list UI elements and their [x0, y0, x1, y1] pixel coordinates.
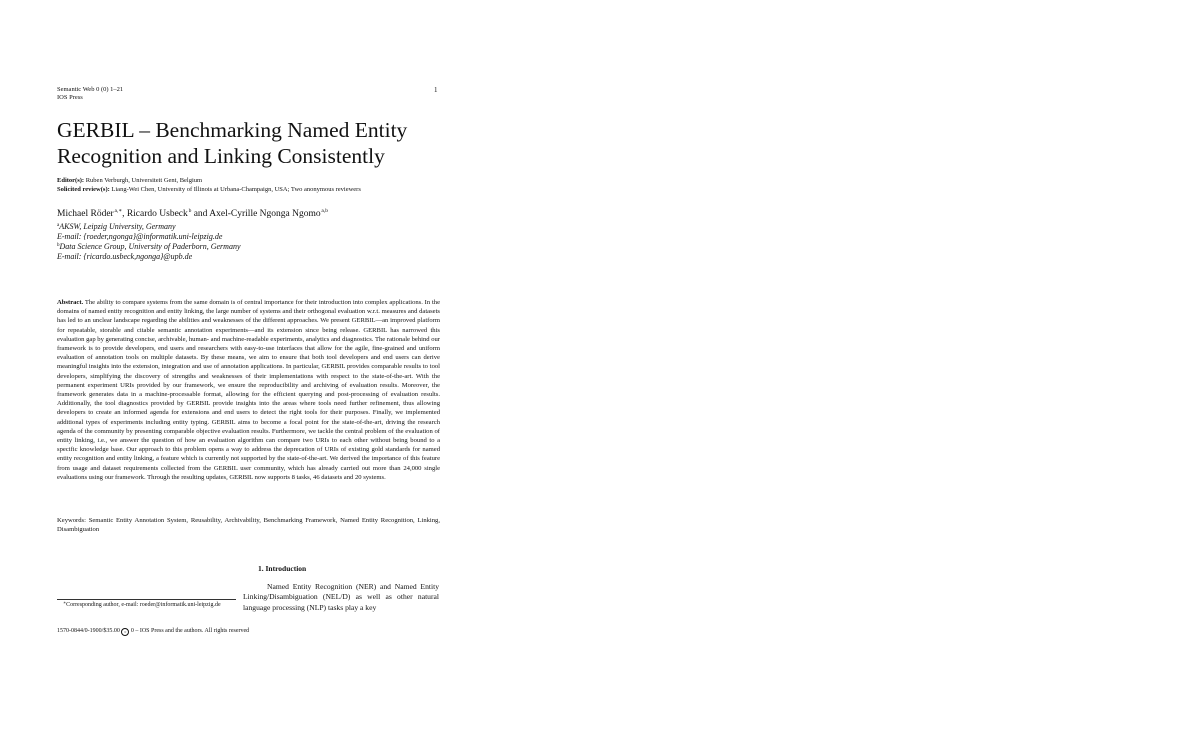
- abstract: [57, 298, 440, 482]
- author-separator-2: and: [191, 209, 210, 219]
- footnote-text: Corresponding author, e-mail: roeder@informatik.uni-leipzig.de: [66, 602, 221, 608]
- footnote-rule: [57, 599, 236, 600]
- copyright-suffix: 0 – IOS Press and the authors. All rights reserved: [129, 628, 250, 634]
- author-1: Michael Röder: [57, 209, 114, 219]
- affiliation-line: [57, 242, 241, 252]
- author-3-affiliation-mark: a,b: [321, 208, 328, 214]
- reviewers-value: Liang-Wei Chen, University of Illinois at Urbana-Champaign, USA; Two anonymous reviewers: [109, 186, 361, 193]
- reviewers-label: Solicited review(s):: [57, 186, 110, 193]
- editors-block: [57, 176, 361, 194]
- author-1-affiliation-mark: a,∗: [114, 208, 123, 214]
- author-2: Ricardo Usbeck: [126, 209, 188, 219]
- affiliation-mark: b: [57, 243, 60, 248]
- keywords: Keywords: Semantic Entity Annotation System, Reusability, Archivability, Benchmarking Framework, Named Entity Recognition, Linking, Disambiguation: [57, 517, 440, 534]
- affiliation-text: Data Science Group, University of Paderborn, Germany: [59, 242, 241, 251]
- publisher-name: IOS Press: [57, 94, 83, 101]
- footnote-mark: ∗: [63, 600, 67, 605]
- introduction-paragraph: Named Entity Recognition (NER) and Named Entity Linking/Disambiguation (NEL/D) as well as other natural language processing (NLP) tasks play a key: [243, 582, 439, 612]
- title-line-2: Recognition and Linking Consistently: [57, 144, 385, 168]
- reviewers-line: [57, 185, 361, 194]
- affiliation-line: [57, 222, 241, 232]
- copyright-icon: c: [121, 628, 129, 636]
- affiliation-email-line: [57, 252, 241, 262]
- affiliations: [57, 222, 241, 262]
- journal-header: [57, 86, 123, 102]
- affiliation-text: AKSW, Leipzig University, Germany: [59, 222, 176, 231]
- footnote: [63, 602, 221, 608]
- author-separator-1: ,: [122, 209, 127, 219]
- page-number: 1: [434, 86, 438, 94]
- affiliation-mark: a: [57, 223, 60, 228]
- copyright-line: [57, 628, 249, 636]
- affiliation-email: E-mail: {ricardo.usbeck,ngonga}@upb.de: [57, 252, 193, 261]
- paper-title: [57, 117, 477, 169]
- editor-value: Ruben Verburgh, Universiteit Gent, Belgium: [84, 177, 203, 184]
- author-3: Axel-Cyrille Ngonga Ngomo: [209, 209, 321, 219]
- title-line-1: GERBIL – Benchmarking Named Entity: [57, 118, 408, 142]
- author-2-affiliation-mark: b: [188, 208, 192, 214]
- abstract-label: Abstract.: [57, 299, 84, 306]
- copyright-prefix: 1570-0844/0-1900/$35.00: [57, 628, 122, 634]
- section-heading-introduction: 1. Introduction: [258, 564, 307, 573]
- affiliation-email: E-mail: {roeder,ngonga}@informatik.uni-leipzig.de: [57, 232, 223, 241]
- abstract-text: The ability to compare systems from the same domain is of central importance for their introduction into complex applications. In the domains of named entity recognition and entity linking, the large number of systems and their orthogonal evaluation w.r.t. measures and datasets has led to an unclear landscape regarding the abilities and weaknesses of the different approaches. We present GERBIL—an improved platform for repeatable, storable and citable semantic annotation experiments—and its extension since being release. GERBIL has narrowed this evaluation gap by generating concise, archivable, human- and machine-readable experiments, analytics and diagnostics. The rationale behind our framework is to provide developers, end users and researchers with easy-to-use interfaces that allow for the agile, fine-grained and uniform evaluation of annotation tools on multiple datasets. By these means, we aim to ensure that both tool developers and end users can derive meaningful insights into the extension, integration and use of annotation applications. In particular, GERBIL provides comparable results to tool developers, simplifying the discovery of strengths and weaknesses of their implementations with respect to the state-of-the-art. With the permanent experiment URIs provided by our framework, we ensure the reproducibility and archiving of evaluation results. Moreover, the framework generates data in a machine-processable format, allowing for the efficient querying and post-processing of evaluation results. Additionally, the tool diagnostics provided by GERBIL provide insights into the areas where tools need further refinement, thus allowing developers to create an informed agenda for extensions and end users to detect the right tools for their purposes. Finally, we implemented additional types of experiments including entity typing. GERBIL aims to become a focal point for the state-of-the-art, driving the research agenda of the community by presenting comparable objective evaluation results. Furthermore, we tackle the central problem of the evaluation of entity linking, i.e., we answer the question of how an evaluation algorithm can compare two URIs to each other without being bound to a specific knowledge base. Our approach to this problem opens a way to address the deprecation of URIs of existing gold standards for named entity recognition and entity linking, a feature which is currently not supported by the state-of-the-art. We derived the importance of this feature from usage and dataset requirements collected from the GERBIL user community, which has already carried out more than 24,000 single evaluations using our framework. Through the resulting updates, GERBIL now supports 8 tasks, 46 datasets and 20 systems.: [57, 299, 440, 481]
- journal-name: Semantic Web 0 (0) 1–21: [57, 86, 124, 93]
- affiliation-email-line: [57, 232, 241, 242]
- editor-line: [57, 176, 361, 185]
- editor-label: Editor(s):: [57, 177, 85, 184]
- author-list: [57, 208, 328, 220]
